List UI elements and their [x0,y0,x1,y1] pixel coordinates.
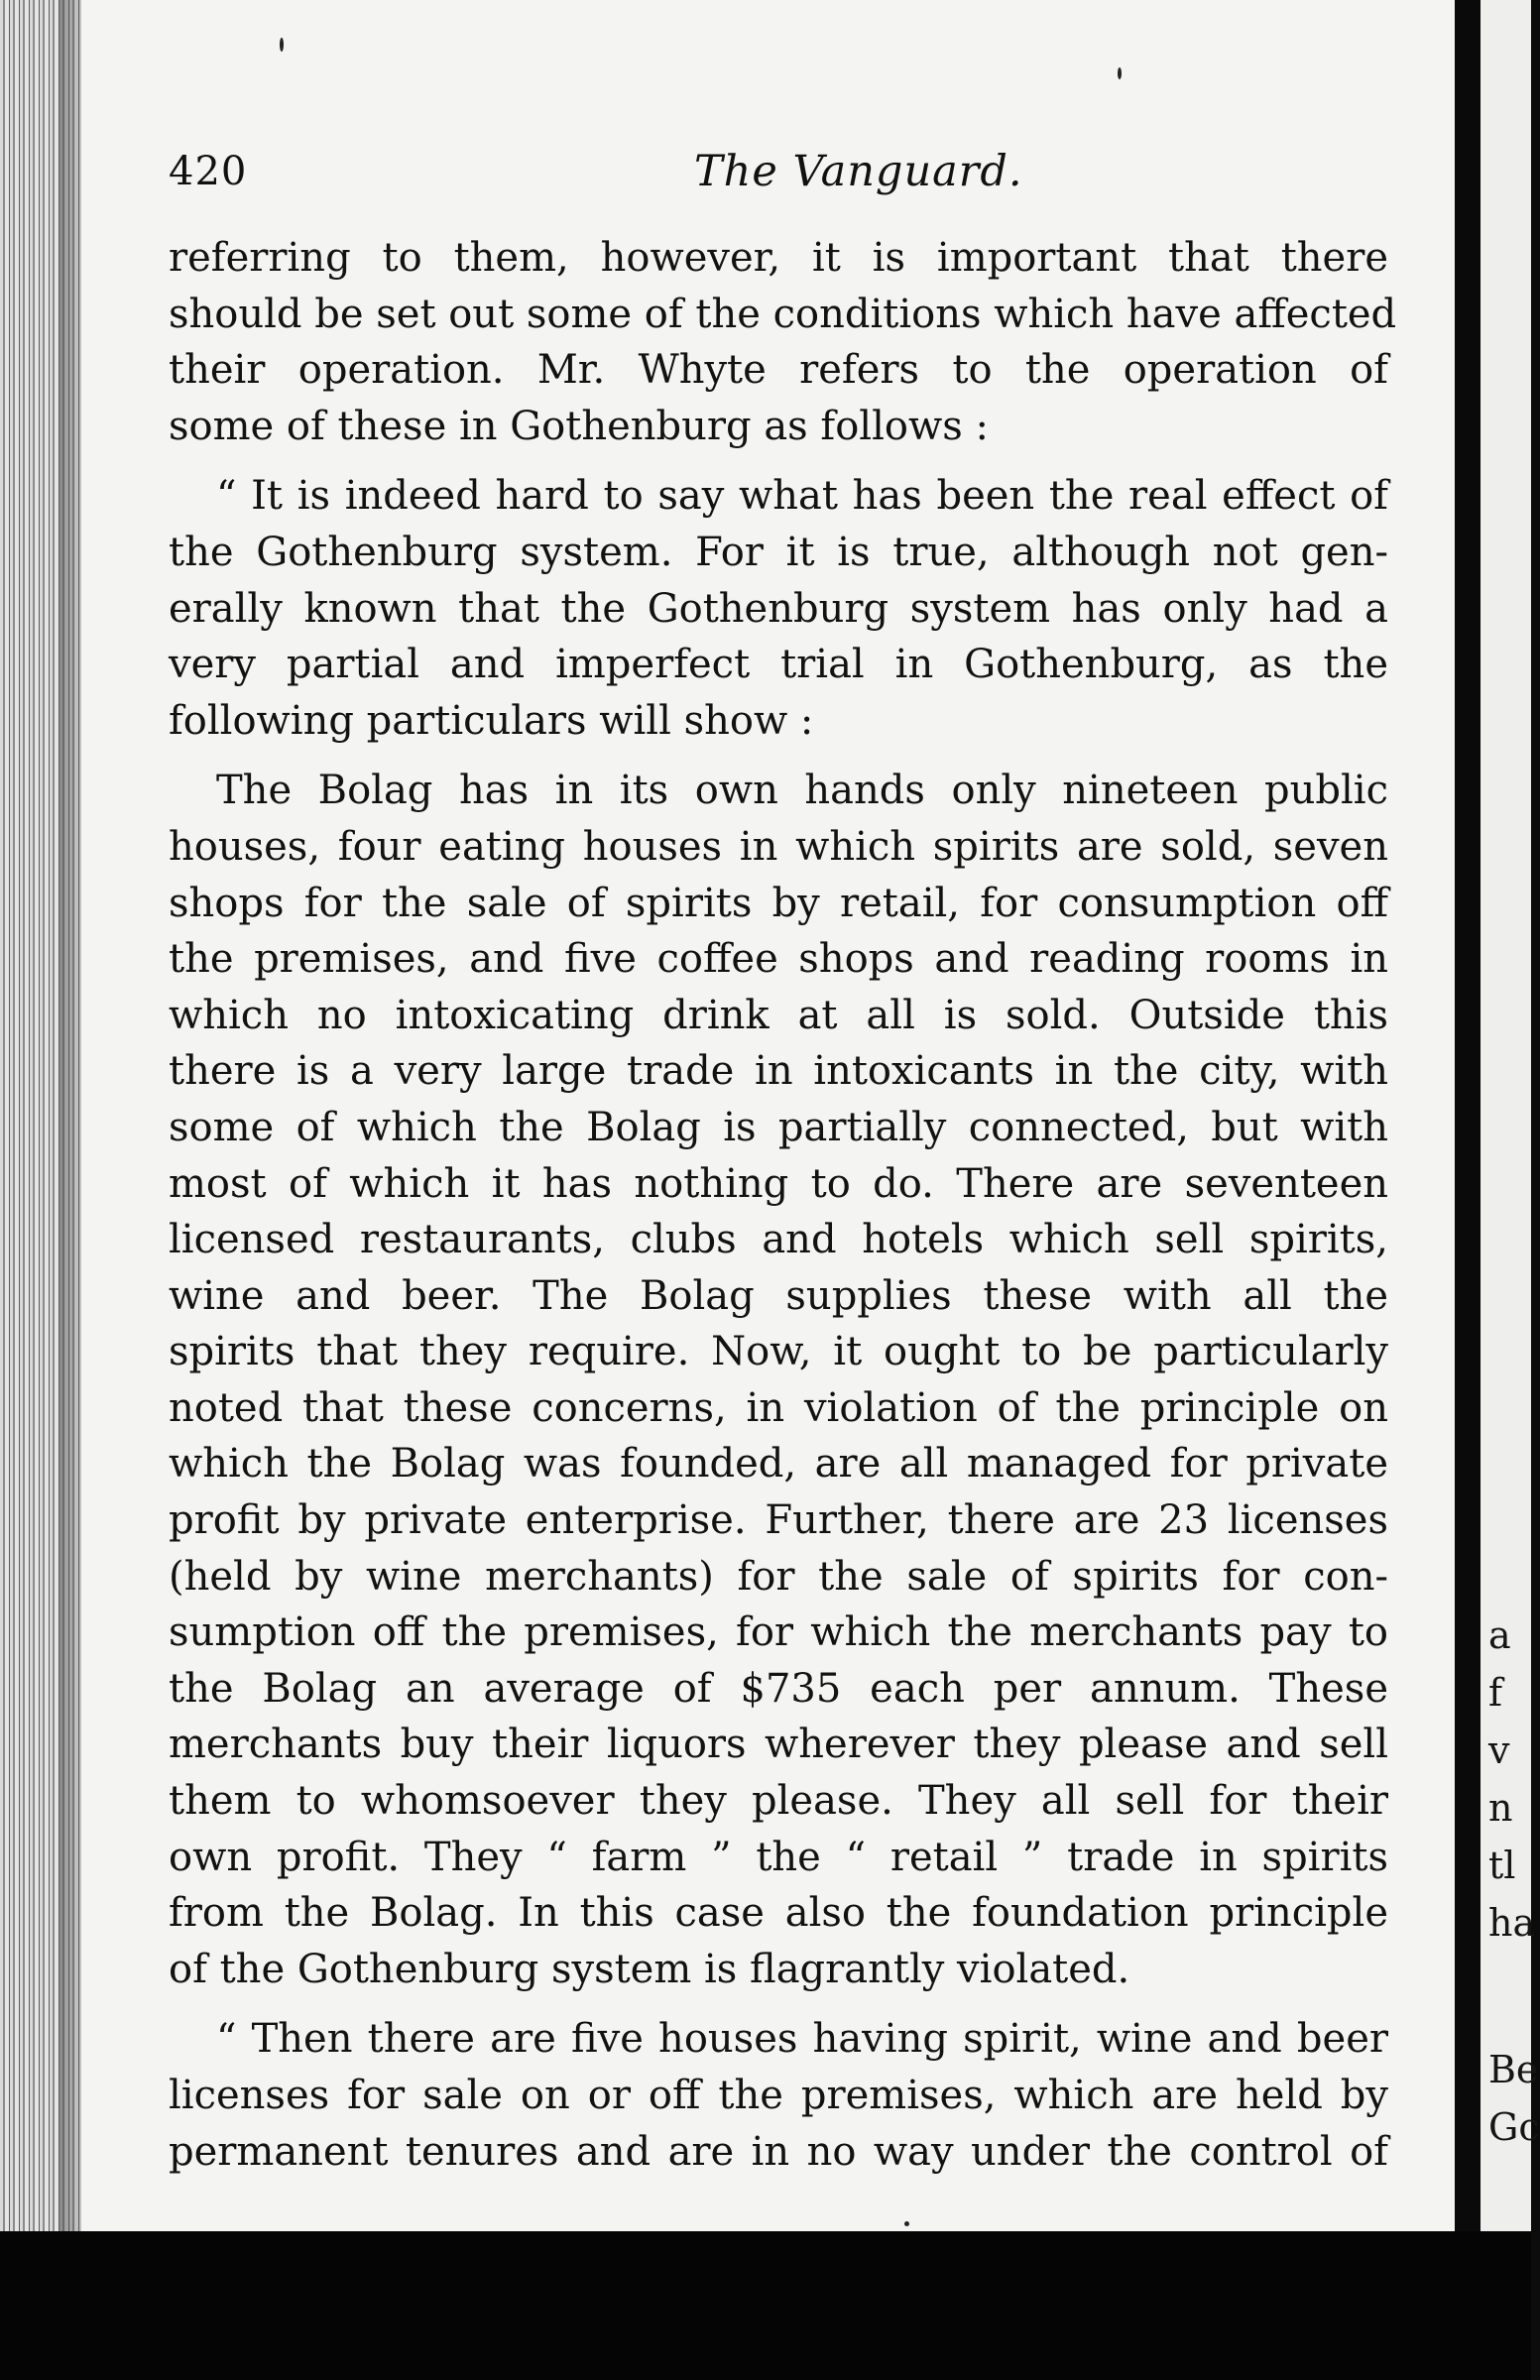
text-line: some of these in Gothenburg as follows : [169,403,989,449]
text-line: which no intoxicating drink at all is sold. Outside this [169,992,1388,1038]
text-line: shops for the sale of spirits by retail, for consumption off [169,880,1388,926]
adjacent-text-fragment: a [1488,1613,1511,1657]
text-line: wine and beer. The Bolag supplies these with all the [169,1272,1388,1319]
paragraph-five-houses [169,2011,1388,2180]
adjacent-page-edge [1481,0,1540,2271]
page-number: 420 [169,149,248,194]
text-line: of the Gothenburg system is flagrantly violated. [169,1946,1130,1992]
text-line: the Gothenburg system. For it is true, although not gen- [169,529,1388,575]
text-line: houses, four eating houses in which spirits are sold, seven [169,823,1388,870]
paragraph-bolag [169,763,1388,1997]
text-line: profit by private enterprise. Further, there are 23 licenses [169,1497,1388,1544]
gutter [1455,0,1481,2380]
running-header [169,149,1388,208]
text-line: own profit. They “ farm ” the “ retail ” trade in spirits [169,1834,1388,1880]
text-line: sumption off the premises, for which the merchants pay to [169,1609,1388,1656]
paragraph-quote-opening [169,468,1388,749]
text-line: erally known that the Gothenburg system has only had a [169,585,1388,632]
text-line: “ It is indeed hard to say what has been the real effect of [216,473,1388,520]
text-line: the Bolag an average of $735 each per annum. These [169,1665,1388,1712]
scan-speck [904,2221,909,2226]
text-line: referring to them, however, it is important that there [169,235,1388,281]
text-line: permanent tenures and are in no way under the control of [169,2128,1388,2175]
text-line: most of which it has nothing to do. There are seventeen [169,1160,1388,1207]
text-line: merchants buy their liquors wherever they please and sell [169,1722,1388,1768]
text-line: following particulars will show : [169,697,814,744]
adjacent-text-fragment: f [1488,1671,1503,1715]
scan-speck [1118,67,1122,79]
text-line: which the Bolag was founded, are all managed for private [169,1441,1388,1488]
text-line: from the Bolag. In this case also the foundation principle [169,1890,1388,1937]
body-text [169,230,1397,2180]
scan-background [0,2231,1531,2380]
adjacent-text-fragment: Be [1488,2048,1539,2091]
text-line: very partial and imperfect trial in Gothenburg, as the [169,642,1388,688]
text-line: some of which the Bolag is partially connected, but with [169,1104,1388,1150]
adjacent-text-fragment: ha [1488,1901,1536,1945]
adjacent-text-fragment: tl [1488,1844,1516,1887]
adjacent-text-fragment: Gc [1488,2105,1540,2149]
text-line: them to whomsoever they please. They all sell for their [169,1778,1388,1825]
page-header-title: The Vanguard. [694,147,1023,196]
text-line: noted that these concerns, in violation of the principle on [169,1384,1388,1431]
adjacent-text-fragment: v [1488,1728,1510,1772]
text-line: licensed restaurants, clubs and hotels which sell spirits, [169,1217,1388,1263]
text-line: their operation. Mr. Whyte refers to the operation of [169,347,1388,394]
text-line: (held by wine merchants) for the sale of spirits for con- [169,1553,1388,1600]
text-line: “ Then there are five houses having spirit, wine and beer [216,2016,1388,2063]
adjacent-text-fragment: n [1488,1786,1513,1830]
text-line: should be set out some of the conditions which have affected [169,291,1397,337]
text-line: the premises, and five coffee shops and reading rooms in [169,936,1388,983]
text-line: there is a very large trade in intoxicants in the city, with [169,1048,1388,1095]
paragraph-intro [169,230,1397,454]
book-page [81,0,1455,2271]
text-line: spirits that they require. Now, it ought to be particularly [169,1329,1388,1375]
text-line: The Bolag has in its own hands only nineteen public [216,768,1388,814]
scan-speck [280,38,284,52]
text-line: licenses for sale on or off the premises, which are held by [169,2073,1388,2118]
